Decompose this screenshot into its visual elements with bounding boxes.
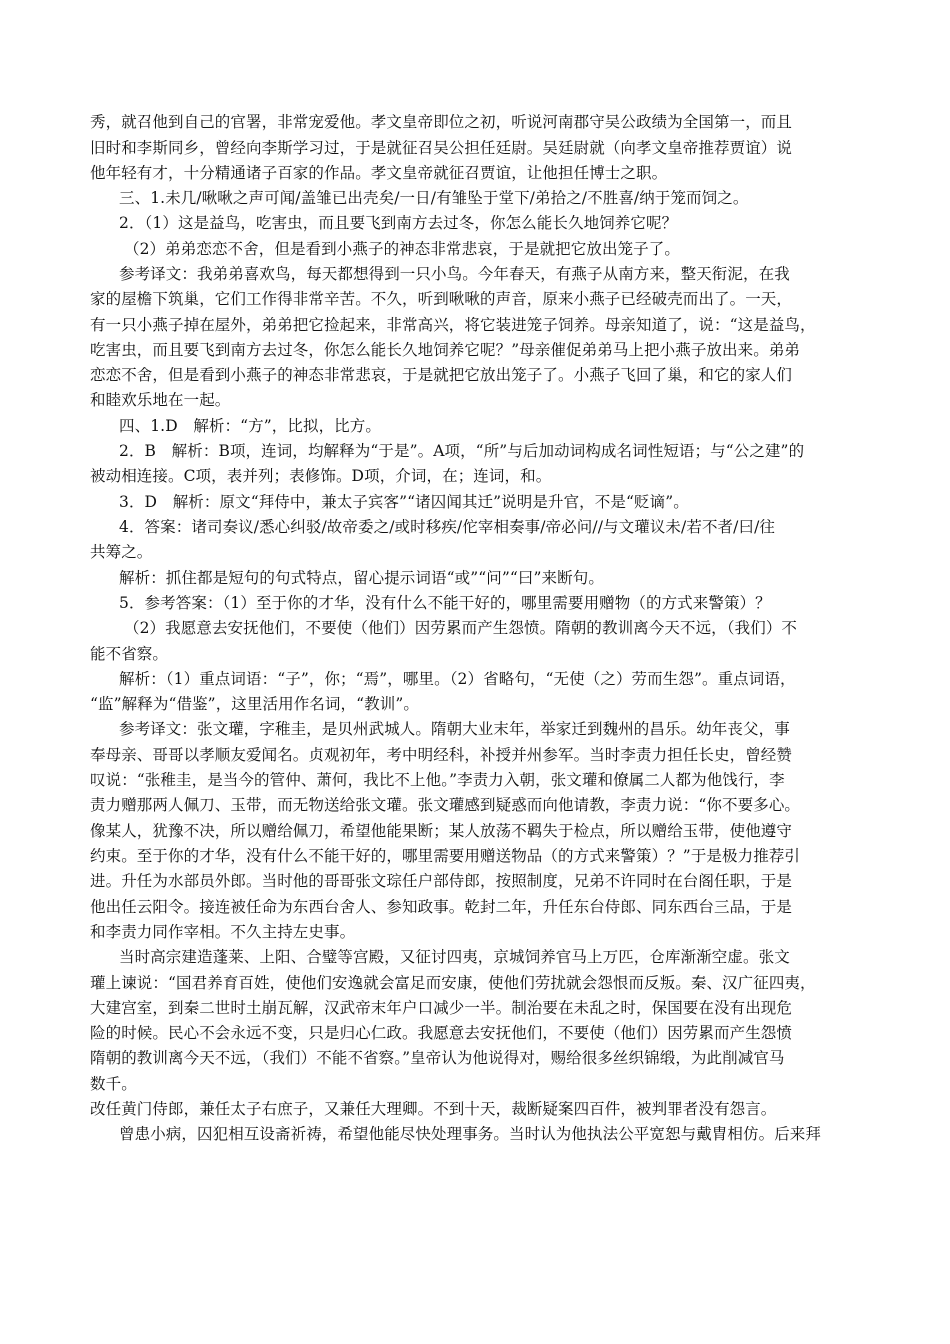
text-line: 吃害虫，而且要飞到南方去过冬，你怎么能长久地饲养它呢？”母亲催促弟弟马上把小燕子放出来。弟弟 <box>90 341 801 359</box>
text-line: 险的时候。民心不会永远不变，只是归心仁政。我愿意去安抚他们，不要使（他们）因劳累而产生怨愤 <box>90 1024 793 1042</box>
text-line: 共筹之。 <box>90 543 153 561</box>
text-line: “监”解释为“借鉴”，这里活用作名词，“教训”。 <box>90 695 419 713</box>
text-line: 2．B 解析：B项，连词，均解释为“于是”。A项，“所”与后加动词构成名词性短语；与“公之建”的 <box>119 442 805 460</box>
text-line: 曾患小病，囚犯相互设斋祈祷，希望他能尽快处理事务。当时认为他执法公平宽恕与戴胄相仿。后来拜 <box>119 1125 822 1143</box>
text-line: 改任黄门侍郎，兼任太子右庶子，又兼任大理卿。不到十天，裁断疑案四百件，被判罪者没有怨言。 <box>90 1100 777 1118</box>
text-line: 家的屋檐下筑巢，它们工作得非常辛苦。不久，听到啾啾的声音，原来小燕子已经破壳而出了。一天， <box>90 290 793 308</box>
text-line: 大建宫室，到秦二世时土崩瓦解，汉武帝末年户口减少一半。制治要在未乱之时，保国要在没有出现危 <box>90 999 793 1017</box>
text-line: 秀，就召他到自己的官署，非常宠爱他。孝文皇帝即位之初，听说河南郡守吴公政绩为全国第一，而且 <box>90 113 793 131</box>
text-line: 参考译文：张文瓘，字稚圭，是贝州武城人。隋朝大业末年，举家迁到魏州的昌乐。幼年丧父，事 <box>119 720 790 738</box>
text-line: 当时高宗建造蓬莱、上阳、合璧等宫殿，又征讨四夷，京城饲养官马上万匹，仓库渐渐空虚。张文 <box>119 948 790 966</box>
text-line: 进。升任为水部员外郎。当时他的哥哥张文琮任户部侍郎，按照制度，兄弟不许同时在台阁任职，于是 <box>90 872 793 890</box>
text-line: 数千。 <box>90 1075 137 1093</box>
text-line: 四、1.D 解析：“方”，比拟，比方。 <box>119 417 381 435</box>
text-line: 和睦欢乐地在一起。 <box>90 391 231 409</box>
text-line: 约束。至于你的才华，没有什么不能干好的，哪里需要用赠送物品（的方式来警策）？”于是极力推荐引 <box>90 847 801 865</box>
text-line: 责力赠那两人佩刀、玉带，而无物送给张文瓘。张文瓘感到疑惑而向他请教，李责力说：“你不要多心。 <box>90 796 801 814</box>
text-line: 隋朝的教训离今天不远，（我们）不能不省察。”皇帝认为他说得对，赐给很多丝织锦缎，为此削减官马 <box>90 1049 785 1067</box>
text-line: 奉母亲、哥哥以孝顺友爱闻名。贞观初年，考中明经科，补授并州参军。当时李责力担任长史，曾经赞 <box>90 746 793 764</box>
text-line: 能不省察。 <box>90 645 169 663</box>
text-line: 被动相连接。C项，表并列；表修饰。D项，介词，在；连词，和。 <box>90 467 552 485</box>
text-line: 4．答案：诸司奏议/悉心纠驳/故帝委之/或时移疾/佗宰相奏事/帝必问//与文瓘议未/若不者/曰/往 <box>119 518 775 536</box>
text-line: 参考译文：我弟弟喜欢鸟，每天都想得到一只小鸟。今年春天，有燕子从南方来，整天衔泥，在我 <box>119 265 790 283</box>
text-line: 解析：抓住都是短句的句式特点，留心提示词语“或”“问”“曰”来断句。 <box>119 569 604 587</box>
text-line: 和李责力同作宰相。不久主持左史事。 <box>90 923 356 941</box>
text-line: （2）我愿意去安抚他们，不要使（他们）因劳累而产生怨愤。隋朝的教训离今天不远，（我们）不 <box>124 619 798 637</box>
text-line: 解析：（1）重点词语：“子”，你；“焉”，哪里。（2）省略句，“无使（之）劳而生怨”。重点词语， <box>119 670 796 688</box>
text-line: 三、1.未几/啾啾之声可闻/盖雏已出壳矣/一日/有雏坠于堂下/弟拾之/不胜喜/纳于笼而饲之。 <box>119 189 749 207</box>
text-line: 像某人，犹豫不决，所以赠给佩刀，希望他能果断；某人放荡不羁失于检点，所以赠给玉带，使他遵守 <box>90 822 793 840</box>
text-line: 瓘上谏说：“国君养育百姓，使他们安逸就会富足而安康，使他们劳扰就会怨恨而反叛。秦、汉广征四夷， <box>90 974 816 992</box>
text-line: （2）弟弟恋恋不舍，但是看到小燕子的神态非常悲哀，于是就把它放出笼子了。 <box>124 240 680 258</box>
text-line: 叹说：“张稚圭，是当今的管仲、萧何，我比不上他。”李责力入朝，张文瓘和僚属二人都为他饯行，李 <box>90 771 785 789</box>
text-line: 旧时和李斯同乡，曾经向李斯学习过，于是就征召吴公担任廷尉。吴廷尉就（向孝文皇帝推荐贾谊）说 <box>90 139 793 157</box>
text-line: 2．（1）这是益鸟，吃害虫，而且要飞到南方去过冬，你怎么能长久地饲养它呢？ <box>119 214 678 232</box>
text-line: 3．D 解析：原文“拜侍中，兼太子宾客”“诸囚闻其迁”说明是升官，不是“贬谪”。 <box>119 493 689 511</box>
text-line: 5．参考答案：（1）至于你的才华，没有什么不能干好的，哪里需要用赠物（的方式来警策）？ <box>119 594 771 612</box>
text-line: 他出任云阳令。接连被任命为东西台舍人、参知政事。乾封二年，升任东台侍郎、同东西台三品，于是 <box>90 898 793 916</box>
text-line: 恋恋不舍，但是看到小燕子的神态非常悲哀，于是就把它放出笼子了。小燕子飞回了巢，和它的家人们 <box>90 366 793 384</box>
text-line: 有一只小燕子掉在屋外，弟弟把它捡起来，非常高兴，将它装进笼子饲养。母亲知道了，说：“这是益鸟， <box>90 316 816 334</box>
text-line: 他年轻有才，十分精通诸子百家的作品。孝文皇帝就征召贾谊，让他担任博士之职。 <box>90 164 668 182</box>
